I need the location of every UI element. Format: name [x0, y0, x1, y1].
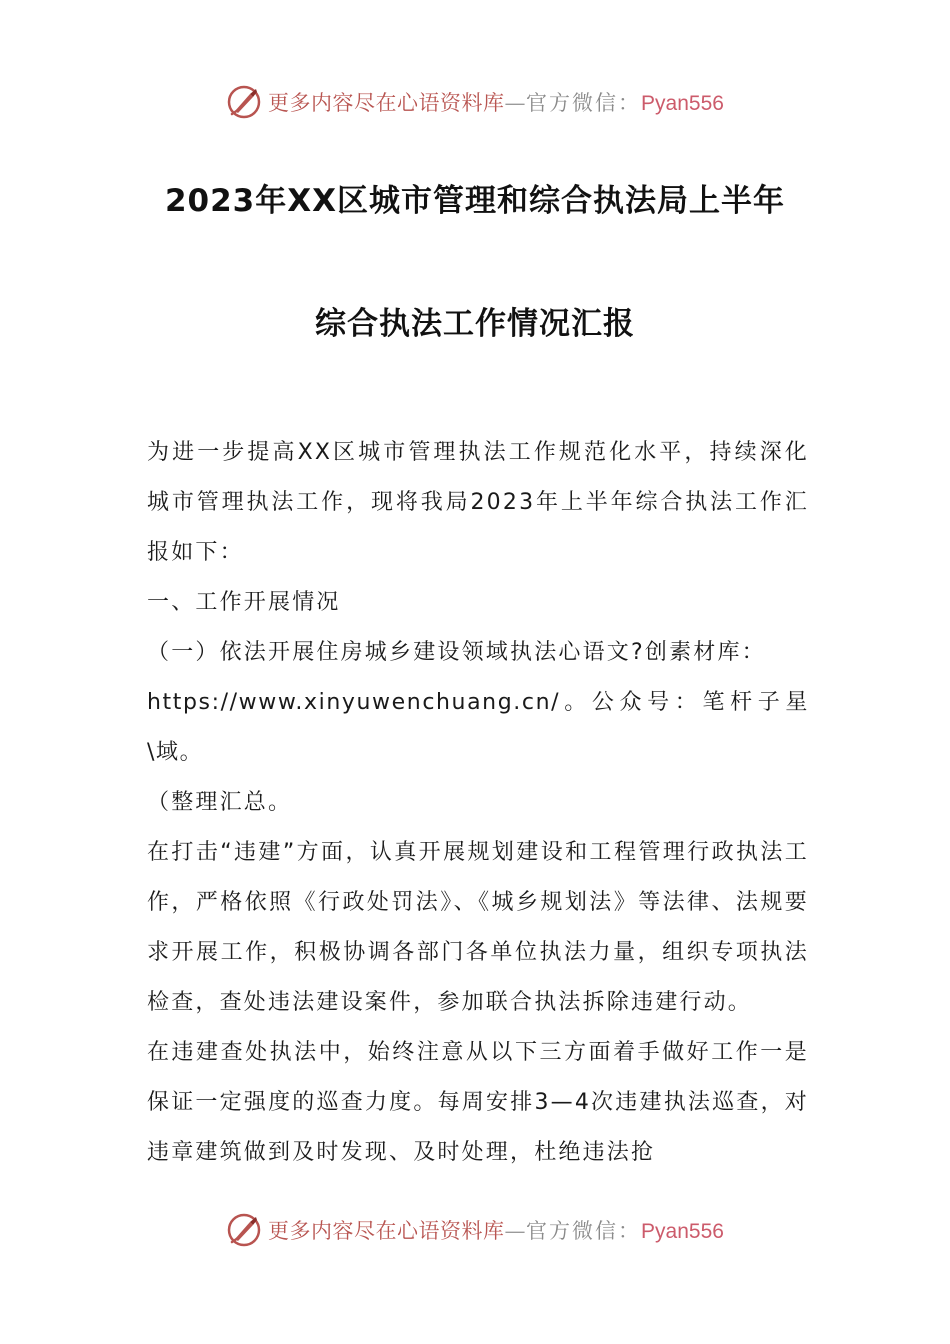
quill-pen-logo-icon: [226, 1212, 262, 1248]
page-title-line-2: 综合执法工作情况汇报: [315, 306, 635, 342]
body-paragraph: 在打击“违建”方面，认真开展规划建设和工程管理行政执法工作，严格依照《行政处罚法》、《城乡规划法》等法律、法规要求开展工作，积极协调各部门各单位执法力量，组织专项执法检查，查处违法建设案件，参加联合执法拆除违建行动。: [147, 840, 809, 1015]
watermark-site: 更多内容尽在心语资料库: [268, 1219, 505, 1243]
body-paragraph: 为进一步提高XX区城市管理执法工作规范化水平，持续深化城市管理执法工作，现将我局2023年上半年综合执法工作汇报如下：: [147, 440, 809, 565]
watermark-dash: —: [504, 91, 527, 115]
quill-pen-logo-icon: [226, 84, 262, 120]
subsection-heading: （一）依法开展住房城乡建设领域执法心语文?创素材库：: [147, 640, 766, 665]
footer-watermark: [0, 1208, 950, 1252]
body-paragraph: （整理汇总。: [147, 790, 293, 815]
watermark-dash: —: [504, 1219, 527, 1243]
watermark-wechat-id: Pyan556: [641, 92, 724, 115]
watermark-wechat-label: 官方微信：: [526, 1219, 642, 1243]
watermark-text: [268, 1215, 724, 1245]
watermark-site: 更多内容尽在心语资料库: [268, 91, 505, 115]
section-heading: 一、工作开展情况: [147, 590, 341, 615]
document-body: [147, 428, 809, 1178]
watermark-text: [268, 87, 724, 117]
header-watermark: [0, 80, 950, 124]
watermark-wechat-label: 官方微信：: [526, 91, 642, 115]
body-paragraph-url: https://www.xinyuwenchuang.cn/。公众号：笔杆子星\域。: [147, 690, 809, 765]
body-paragraph: 在违建查处执法中，始终注意从以下三方面着手做好工作一是保证一定强度的巡查力度。每周安排3—4次违建执法巡查，对违章建筑做到及时发现、及时处理，杜绝违法抢: [147, 1040, 809, 1165]
page-title-line-1: 2023年XX区城市管理和综合执法局上半年: [164, 183, 786, 219]
watermark-wechat-id: Pyan556: [641, 1220, 724, 1243]
